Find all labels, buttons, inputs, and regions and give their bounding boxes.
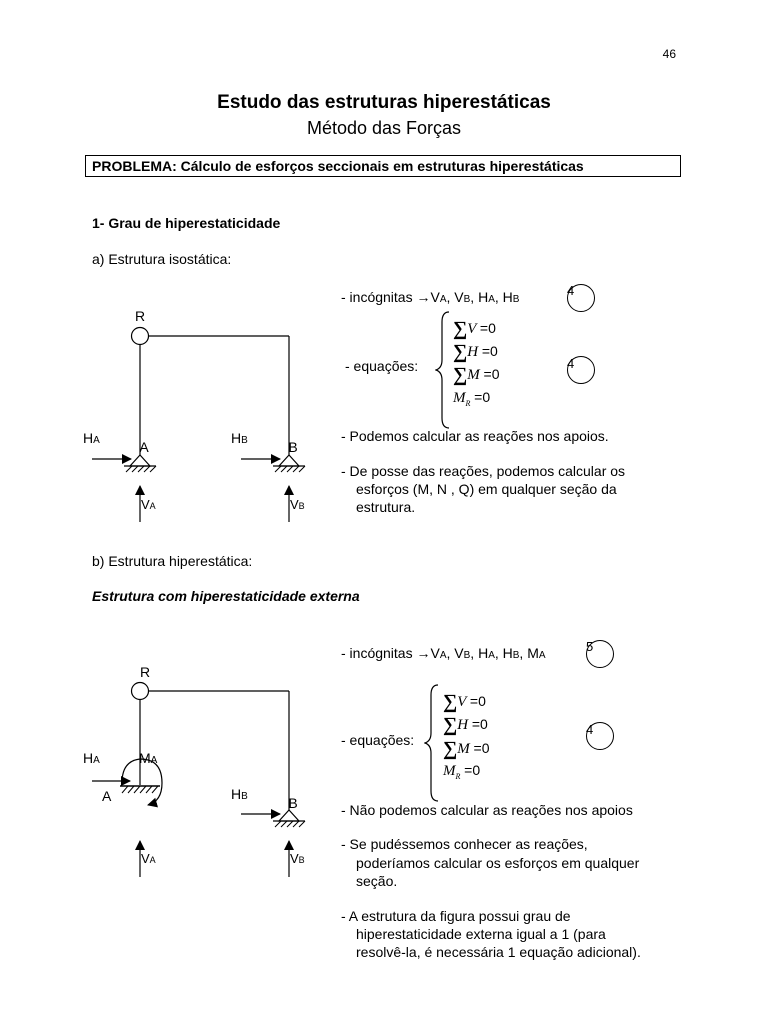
brace-icon — [424, 683, 440, 803]
part-a-conclusion-2-line-1: - De posse das reações, podemos calcular os — [341, 463, 626, 479]
equation-sum-m: ∑M =0 — [443, 738, 490, 760]
equation-mr: $M_R =0$ — [453, 389, 491, 408]
label-a: A — [102, 788, 112, 804]
part-b-equacoes-label: - equações: — [341, 732, 415, 748]
hyperstatic-frame-diagram — [78, 655, 318, 880]
part-b-conclusion-2-line-2: poderíamos calcular os esforços em qualquer — [356, 855, 640, 871]
label-r: R — [139, 664, 151, 680]
equation-sum-h: ∑H =0 — [443, 714, 488, 736]
page-number: 46 — [662, 47, 676, 61]
part-a-incognitas-count: 4 — [567, 283, 575, 298]
label-va: VA — [141, 497, 156, 512]
page-subtitle: Método das Forças — [306, 118, 462, 138]
label-va: VA — [141, 851, 156, 866]
part-a-heading: a) Estrutura isostática: — [92, 251, 232, 267]
equation-sum-v: ∑V =0 — [453, 318, 496, 340]
part-b-conclusion-2-line-3: seção. — [356, 873, 398, 889]
page-title: Estudo das estruturas hiperestáticas — [217, 92, 551, 113]
part-a-conclusion-1: - Podemos calcular as reações nos apoios. — [341, 428, 609, 444]
part-b-conclusion-3-line-1: - A estrutura da figura possui grau de — [341, 908, 571, 924]
part-a-incognitas: - incógnitas →VA, VB, HA, HB — [341, 289, 520, 305]
label-b: B — [288, 439, 298, 455]
part-b-incognitas: - incógnitas →VA, VB, HA, HB, MA — [341, 645, 546, 661]
equation-sum-m: ∑M =0 — [453, 364, 500, 386]
brace-icon — [435, 310, 451, 430]
part-a-equacoes-label: - equações: — [345, 358, 419, 374]
equation-mr: $M_R =0$ — [443, 762, 481, 781]
hinge-r-icon — [132, 328, 149, 345]
label-hb: HB — [231, 430, 248, 446]
label-vb: VB — [290, 497, 305, 512]
label-ma: MA — [139, 750, 158, 766]
part-b-heading: b) Estrutura hiperestática: — [92, 553, 253, 569]
equation-sum-v: ∑V =0 — [443, 691, 486, 713]
part-b-conclusion-2-line-1: - Se pudéssemos conhecer as reações, — [341, 836, 588, 852]
part-a-conclusion-2-line-2: esforços (M, N , Q) em qualquer seção da — [356, 481, 617, 497]
label-ha: HA — [83, 430, 100, 446]
problem-statement: PROBLEMA: Cálculo de esforços seccionais em estruturas hiperestáticas — [85, 155, 681, 177]
label-ha: HA — [83, 750, 100, 766]
hinge-r-icon — [132, 683, 149, 700]
support-b-icon — [279, 455, 299, 466]
part-b-conclusion-1: - Não podemos calcular as reações nos apoios — [341, 802, 633, 818]
section-heading: 1- Grau de hiperestaticidade — [92, 215, 281, 231]
support-b-icon — [279, 810, 299, 821]
part-b-incognitas-count: 5 — [586, 639, 594, 654]
part-b-conclusion-3-line-3: resolvê-la, é necessária 1 equação adicional). — [356, 944, 641, 960]
label-b: B — [288, 795, 298, 811]
part-a-equacoes-count: 4 — [567, 356, 575, 371]
label-hb: HB — [231, 786, 248, 802]
label-vb: VB — [290, 851, 305, 866]
equation-sum-h: ∑H =0 — [453, 341, 498, 363]
label-a: A — [139, 439, 149, 455]
part-a-conclusion-2-line-3: estrutura. — [356, 499, 416, 515]
support-a-icon — [130, 455, 150, 466]
part-b-equacoes-count: 4 — [586, 722, 594, 737]
label-r: R — [134, 308, 146, 324]
part-b-subheading: Estrutura com hiperestaticidade externa — [92, 588, 360, 604]
isostatic-frame-diagram — [78, 300, 318, 525]
part-b-conclusion-3-line-2: hiperestaticidade externa igual a 1 (para — [356, 926, 606, 942]
